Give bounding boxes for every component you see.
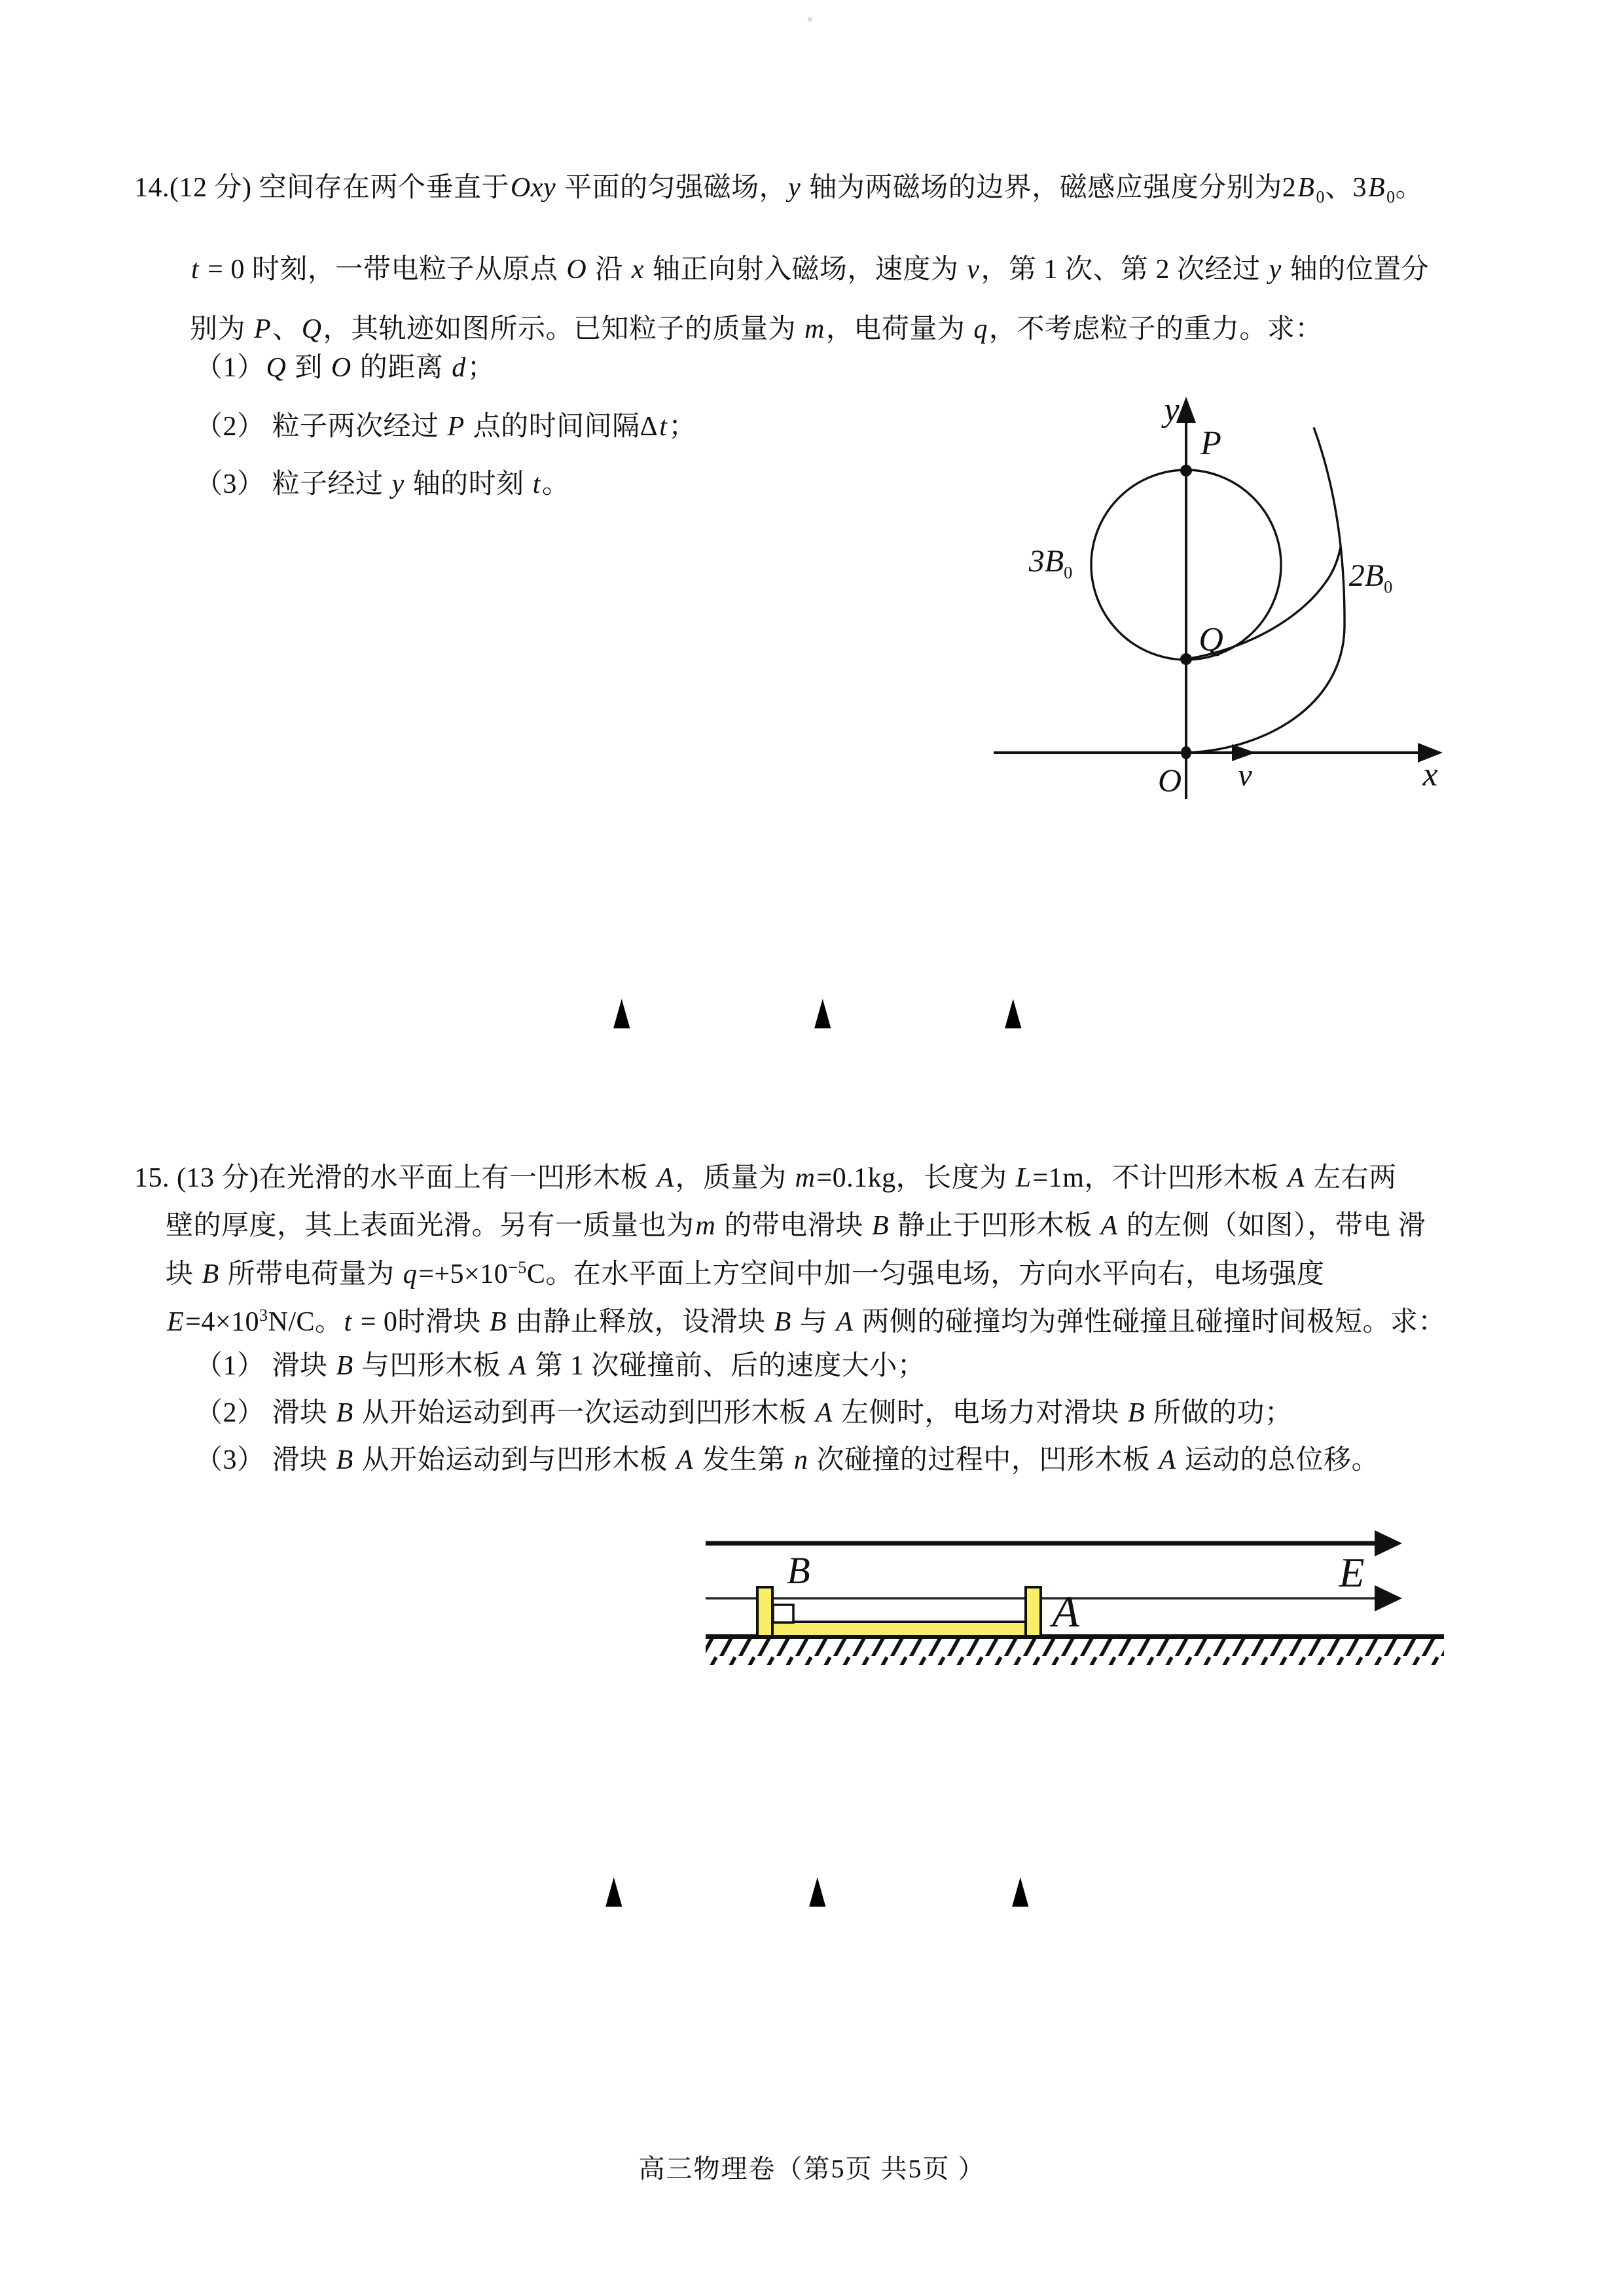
- answer-marker: ▲: [605, 1865, 623, 1911]
- point-p-dot: [1180, 465, 1192, 476]
- field-arrow-top-head-icon: [1375, 1530, 1402, 1556]
- origin-label: O: [1157, 762, 1182, 798]
- slider-b-block: [773, 1605, 793, 1623]
- answer-marker: ▲: [1011, 1865, 1029, 1911]
- p15-line-4: $E=4\times 10^3N/C$。t = 0时滑块 B 由静止释放，设滑块 B 与 A 两侧的碰撞均为弹性碰撞且碰撞时间极短。求：: [167, 1306, 1446, 1337]
- field-2b0-label: $2B_0$: [1348, 558, 1393, 597]
- p15-line-1: 15. (13 分)在光滑的水平面上有一凹形木板 A，质量为 m=0.1kg，长度为 L=1m，不计凹形木板 A 左右两: [134, 1163, 1397, 1193]
- field-3b0-label: $3B_0$: [1028, 544, 1073, 583]
- board-a-right-wall: [1026, 1587, 1041, 1636]
- board-a-label: A: [1052, 1587, 1079, 1636]
- figure-15-board-slider: [700, 1525, 1466, 1682]
- p15-item-1: （1） 滑块 B 与凹形木板 A 第 1 次碰撞前、后的速度大小；: [195, 1351, 926, 1381]
- p15-item-3: （3） 滑块 B 从开始运动到与凹形木板 A 发生第 n 次碰撞的过程中，凹形木板 A 运动的总位移。: [195, 1445, 1380, 1475]
- field-arrow-mid-head-icon: [1375, 1585, 1402, 1611]
- slider-b-label: B: [787, 1549, 810, 1592]
- ground-hatching: [706, 1639, 1444, 1665]
- board-a-bottom: [757, 1622, 1041, 1636]
- p14-line-1: 14.(12 分) 空间存在两个垂直于Oxy 平面的匀强磁场，y 轴为两磁场的边界，磁感应强度分别为$2B_0$、$3B_0$。: [134, 173, 1424, 207]
- figure-14-trajectory: [988, 393, 1460, 857]
- point-p-label: P: [1200, 425, 1221, 462]
- page-top-speck: [808, 17, 812, 22]
- origin-dot: [1181, 746, 1191, 759]
- page-footer: 高三物理卷（第5页 共5页 ）: [638, 2154, 986, 2183]
- figure-14-svg: [988, 393, 1460, 857]
- y-axis-label: y: [1164, 391, 1180, 429]
- field-e-label: E: [1339, 1549, 1365, 1596]
- figure-15-svg: [700, 1525, 1466, 1682]
- answer-marker: ▲: [613, 987, 630, 1033]
- p14-line-2: t = 0 时刻，一带电粒子从原点 O 沿 x 轴正向射入磁场，速度为 v，第 1 次、第 2 次经过 y 轴的位置分: [191, 255, 1430, 285]
- p14-item-1: （1）Q 到 O 的距离 d；: [195, 353, 496, 383]
- answer-marker: ▲: [814, 987, 831, 1033]
- velocity-label: v: [1238, 758, 1252, 793]
- point-q-dot: [1180, 653, 1192, 665]
- p14-item-2: （2） 粒子两次经过 P 点的时间间隔Δt；: [195, 412, 696, 442]
- p15-item-2: （2） 滑块 B 从开始运动到再一次运动到凹形木板 A 左侧时，电场力对滑块 B 所做的功；: [195, 1398, 1293, 1428]
- answer-marker: ▲: [808, 1865, 826, 1911]
- p15-line-2: 壁的厚度，其上表面光滑。另有一质量也为m 的带电滑块 B 静止于凹形木板 A 的左侧（如图），带电 滑: [166, 1211, 1426, 1241]
- x-axis-label: x: [1422, 756, 1438, 793]
- point-q-label: Q: [1199, 621, 1223, 658]
- answer-marker: ▲: [1004, 987, 1022, 1033]
- p15-line-3: 块 B 所带电荷量为 $q=+5\times 10^{-5}C$。在水平面上方空间中加一匀强电场，方向水平向右，电场强度: [166, 1258, 1325, 1289]
- p14-line-3: 别为 P、Q，其轨迹如图所示。已知粒子的质量为 m，电荷量为 q，不考虑粒子的重力。求：: [190, 314, 1323, 344]
- board-a-left-wall: [757, 1587, 772, 1636]
- p14-item-3: （3） 粒子经过 y 轴的时刻 t。: [195, 469, 570, 499]
